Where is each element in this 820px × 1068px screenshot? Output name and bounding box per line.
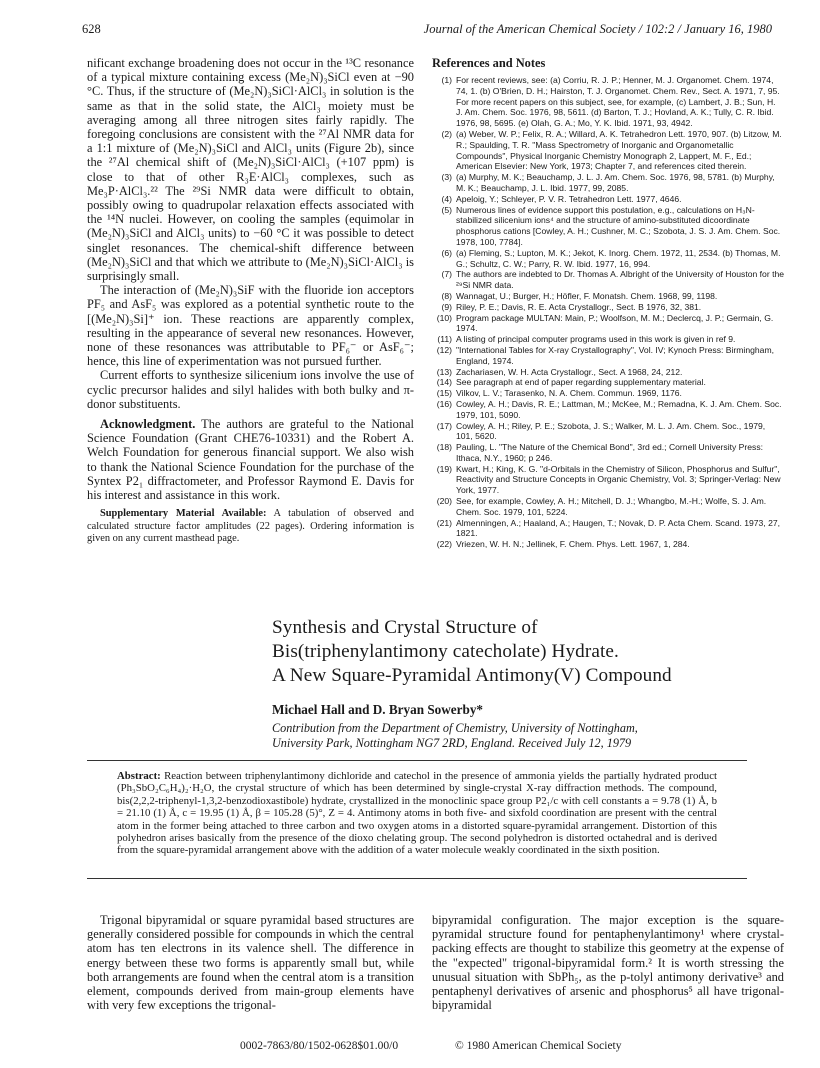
reference-text: "International Tables for X-ray Crystallography", Vol. IV; Kynoch Press: Birmingham, England, 1974.	[456, 344, 775, 366]
acknowledgment	[87, 417, 414, 502]
reference-number: (9)	[441, 301, 452, 312]
reference-text: For recent reviews, see: (a) Corriu, R. J. P.; Henner, M. J. Organomet. Chem. 1974, 74, 1. (b) O'Brien, D. H.; Hairston, T. J. Organomet. Chem. Rev., Sect. A. 1971, 7, 95. For more recent papers on this subject, see, for example, (c) Lambert, J. B.; Sun, H. J. Am. Chem. Soc. 1976, 98, 5611. (d) Barton, T. J.; Hovland, A. K.; Tully, C. R. Ibid. 1976, 98, 5695. (e) Olah, G. A.; Mo, Y. K. Ibid. 1971, 93, 4942.	[456, 75, 780, 129]
reference-item	[432, 129, 784, 172]
reference-number: (21)	[436, 517, 452, 528]
reference-number: (15)	[436, 388, 452, 399]
intro-left-column	[87, 913, 414, 1012]
reference-text: Riley, P. E.; Davis, R. E. Acta Crystallogr., Sect. B 1976, 32, 381.	[456, 301, 702, 312]
reference-item	[432, 75, 784, 129]
reference-item	[432, 302, 784, 313]
reference-number: (4)	[441, 193, 452, 204]
contribution-line: University Park, Nottingham NG7 2RD, England. Received July 12, 1979	[272, 735, 632, 750]
reference-number: (20)	[436, 496, 452, 507]
reference-item	[432, 367, 784, 378]
reference-item	[432, 399, 784, 421]
references-title: References and Notes	[432, 56, 546, 70]
article-title-line: Bis(triphenylantimony catecholate) Hydrate.	[272, 641, 619, 662]
reference-text: (a) Murphy, M. K.; Beauchamp, J. L. J. Am. Chem. Soc. 1976, 98, 5781. (b) Murphy, M. K.; Beauchamp, J. L. Ibid. 1977, 99, 2085.	[456, 172, 775, 193]
reference-number: (12)	[436, 344, 452, 355]
reference-item	[432, 291, 784, 302]
intro-right-column	[432, 913, 784, 1012]
reference-item	[432, 539, 784, 550]
reference-text: See paragraph at end of paper regarding supplementary material.	[456, 377, 706, 388]
acknowledgment-label: Acknowledgment.	[100, 417, 196, 432]
abstract-top-rule	[87, 760, 747, 761]
reference-text: Wannagat, U.; Burger, H.; Höfler, F. Monatsh. Chem. 1968, 99, 1198.	[456, 290, 718, 301]
reference-item	[432, 464, 784, 496]
abstract-label: Abstract:	[117, 770, 161, 782]
copyright-notice: © 1980 American Chemical Society	[455, 1040, 622, 1052]
reference-text: Numerous lines of evidence support this postulation, e.g., calculations on H₃N-stabilized silicenium ions⁴ and the structure of amino-substituted dicoordinate phosphorus cations [Cowley, A. H.; Cushner, M. C.; Szobota, J. S. J. Am. Chem. Soc. 1978, 100, 7784].	[456, 204, 781, 247]
page-header	[82, 22, 772, 38]
intro-paragraph: bipyramidal configuration. The major exception is the square-pyramidal structure found for pentaphenylantimony¹ where crystal-packing effects are thought to stabilize this geometry at the expense of the "expected" trigonal-bipyramidal form.² It is worth stressing the unusual situation with SbPh₅, as the p-tolyl antimony derivative³ and pentaphenyl derivatives of arsenic and phosphorus⁵ all have trigonal-bipyramidal	[432, 913, 784, 1013]
reference-text: Kwart, H.; King, K. G. "d-Orbitals in the Chemistry of Silicon, Phosphorus and Sulfur", Reactivity and Structure Concepts in Organic Chemistry, Vol. 3; Springer-Verlag: New York, 1977.	[456, 463, 781, 496]
reference-number: (5)	[441, 204, 452, 215]
reference-item	[432, 345, 784, 367]
reference-number: (2)	[441, 128, 452, 139]
reference-text: Cowley, A. H.; Riley, P. E.; Szobota, J. S.; Walker, M. L. J. Am. Chem. Soc., 1979, 101, 5620.	[456, 420, 766, 442]
reference-text: A listing of principal computer programs used in this work is given in ref 9.	[456, 334, 736, 345]
reference-item	[432, 172, 784, 194]
reference-item	[432, 442, 784, 464]
reference-text: Pauling, L. "The Nature of the Chemical Bond", 3rd ed.; Cornell University Press: Ithaca, N.Y., 1960; p 246.	[456, 442, 764, 463]
reference-item	[432, 194, 784, 205]
reference-text: See, for example, Cowley, A. H.; Mitchell, D. J.; Whangbo, M.-H.; Wolfe, S. J. Am. Chem. Soc. 1979, 101, 5224.	[456, 496, 767, 517]
reference-number: (19)	[436, 463, 452, 474]
reference-number: (17)	[436, 420, 452, 431]
abstract	[117, 770, 717, 857]
body-paragraph: nificant exchange broadening does not occur in the ¹³C resonance of a typical mixture containing excess (Me₂N)₃SiCl even at −90 °C. Thus, if the structure of (Me₂N)₃SiCl·AlCl₃ in solution is the same as that in the solid state, the AlCl₃ moiety must be averaging among all three nitrogen sites fairly rapidly. The foregoing conclusions are consistent with the ²⁷Al NMR data for a 1:1 mixture of (Me₂N)₃SiCl and AlCl₃ units (Figure 2b), since the ²⁷Al chemical shift of (Me₂N)₃SiCl·AlCl₃ (+107 ppm) is close to that of other R₃E·AlCl₃ complexes, such as Me₃P·AlCl₃.²² The ²⁹Si NMR data were difficult to obtain, possibly owing to quadrupolar relaxation effects associated with the ¹⁴N nuclei. However, on cooling the samples (equimolar in (Me₂N)₃SiCl and AlCl₃ units) to −60 °C it was possible to detect singlet resonances. The chemical-shift difference between (Me₂N)₃SiCl and that which we attribute to (Me₂N)₃SiCl·AlCl₃ is surprisingly small.	[87, 56, 414, 284]
left-column	[87, 56, 414, 546]
reference-text: Program package MULTAN: Main, P.; Woolfson, M. M.; Declercq, J. P.; Germain, G. 1974.	[456, 312, 774, 334]
body-paragraph: Current efforts to synthesize silicenium ions involve the use of cyclic precursor halides and silyl halides with both bulky and π-donor substituents.	[87, 368, 414, 411]
reference-number: (1)	[441, 75, 452, 85]
article-title-block	[272, 616, 792, 750]
reference-text: (a) Fleming, S.; Lupton, M. K.; Jekot, K. Inorg. Chem. 1972, 11, 2534. (b) Thomas, M. G.; Schultz, C. W.; Parry, R. W. Ibid. 1977, 16, 994.	[456, 247, 781, 269]
references-list	[432, 75, 784, 550]
reference-number: (16)	[436, 398, 452, 409]
reference-number: (14)	[436, 377, 452, 388]
reference-text: The authors are indebted to Dr. Thomas A. Albright of the University of Houston for the ²⁹Si NMR data.	[456, 269, 785, 291]
article-identifier: 0002-7863/80/1502-0628$01.00/0	[240, 1040, 399, 1052]
reference-item	[432, 334, 784, 345]
contribution-line: Contribution from the Department of Chemistry, University of Nottingham,	[272, 721, 638, 735]
reference-item	[432, 205, 784, 248]
supplementary-text: A tabulation of observed and calculated structure factor amplitudes (22 pages). Ordering information is given on any current masthead page.	[87, 508, 414, 545]
reference-text: Zachariasen, W. H. Acta Crystallogr., Sect. A 1968, 24, 212.	[456, 366, 683, 377]
reference-item	[432, 248, 784, 270]
article-title-line: A New Square-Pyramidal Antimony(V) Compound	[272, 665, 672, 686]
references-column	[432, 56, 784, 550]
reference-number: (22)	[436, 539, 452, 550]
reference-number: (8)	[441, 290, 452, 301]
reference-number: (11)	[437, 334, 452, 345]
article-authors: Michael Hall and D. Bryan Sowerby*	[272, 702, 484, 717]
abstract-bottom-rule	[87, 878, 747, 879]
reference-item	[432, 388, 784, 399]
reference-number: (6)	[441, 247, 452, 258]
reference-text: (a) Weber, W. P.; Felix, R. A.; Willard, A. K. Tetrahedron Lett. 1970, 907. (b) Litzow, M. R.; Spaulding, T. R. "Mass Spectrometry of Inorganic and Organometallic Compounds", Physical Inorganic Chemistry Monograph 2, Lappert, M. F., Ed.; American Elsevier: New York, 1973; Chapter 7, and references cited therein.	[456, 128, 782, 172]
reference-item	[432, 518, 784, 540]
reference-item	[432, 269, 784, 291]
supplementary-label: Supplementary Material Available:	[100, 508, 267, 520]
article-title-line: Synthesis and Crystal Structure of	[272, 617, 538, 638]
reference-item	[432, 313, 784, 335]
reference-text: Vriezen, W. H. N.; Jellinek, F. Chem. Phys. Lett. 1967, 1, 284.	[456, 539, 690, 550]
body-paragraph: The interaction of (Me₂N)₃SiF with the fluoride ion acceptors PF₅ and AsF₅ was explored as a potential synthetic route to the [(Me₂N)₃Si]⁺ ion. These reactions are apparently complex, resulting in the appearance of several new resonances. However, none of these resonances was attributable to PF₆⁻ or AsF₆⁻; hence, this line of experimentation was not pursued further.	[87, 283, 414, 369]
running-head: Journal of the American Chemical Society / 102:2 / January 16, 1980	[423, 22, 772, 36]
reference-number: (13)	[436, 366, 452, 377]
reference-text: Cowley, A. H.; Davis, R. E.; Lattman, M.; McKee, M.; Remadna, K. J. Am. Chem. Soc. 1979, 101, 5090.	[456, 398, 782, 420]
supplementary-material	[87, 508, 414, 546]
reference-text: Almenningen, A.; Haaland, A.; Haugen, T.; Novak, D. P. Acta Chem. Scand. 1973, 27, 1821.	[456, 517, 781, 539]
reference-item	[432, 377, 784, 388]
reference-text: Apeloig, Y.; Schleyer, P. V. R. Tetrahedron Lett. 1977, 4646.	[456, 193, 682, 204]
reference-item	[432, 421, 784, 443]
reference-number: (3)	[441, 172, 452, 183]
intro-paragraph: Trigonal bipyramidal or square pyramidal based structures are generally considered possible for compounds in which the central atom has ten electrons in its valence shell. The difference in energy between these two forms is apparently small but, while both arrangements are found when the central atom is a transition element, compounds derived from main-group elements have with very few exceptions the trigonal-	[87, 913, 414, 1013]
reference-number: (18)	[436, 442, 452, 453]
page-number: 628	[82, 22, 101, 36]
reference-number: (10)	[436, 312, 452, 323]
reference-item	[432, 496, 784, 518]
reference-number: (7)	[441, 269, 452, 280]
reference-text: Vilkov, L. V.; Tarasenko, N. A. Chem. Commun. 1969, 1176.	[456, 388, 682, 399]
acknowledgment-text: The authors are grateful to the National Science Foundation (Grant CHE76-10331) and the Robert A. Welch Foundation for generous financial support. We also wish to thank the National Science Foundation for the purchase of the Syntex P2₁ diffractometer, and Professor Raymond E. Davis for his interest and assistance in this work.	[87, 417, 414, 503]
abstract-text: Reaction between triphenylantimony dichloride and catechol in the presence of ammonia yields the partially hydrated product (Ph₃SbO₂C₆H₄)₂·H₂O, the crystal structure of which has been determined by single-crystal X-ray diffraction methods. The compound, bis(2,2,2-triphenyl-1,3,2-benzodioxastibole) hydrate, crystallized in the monoclinic space group P2₁/c with cell constants a = 9.78 (1) Å, b = 21.10 (1) Å, c = 19.95 (1) Å, β = 105.28 (5)°, Z = 4. Antimony atoms in both five- and sixfold coordination are present with the central atom in the former being attached to three carbon and two oxygen atoms in a distorted square-pyramidal arrangement. Distortion of this polyhedron arises basically from the presence of the dioxo chelating group. The second polyhedron is distorted octahedral and is derived from the square-pyramidal arrangement above with the addition of a water molecule weakly coordinated in the sixth position.	[117, 770, 717, 857]
